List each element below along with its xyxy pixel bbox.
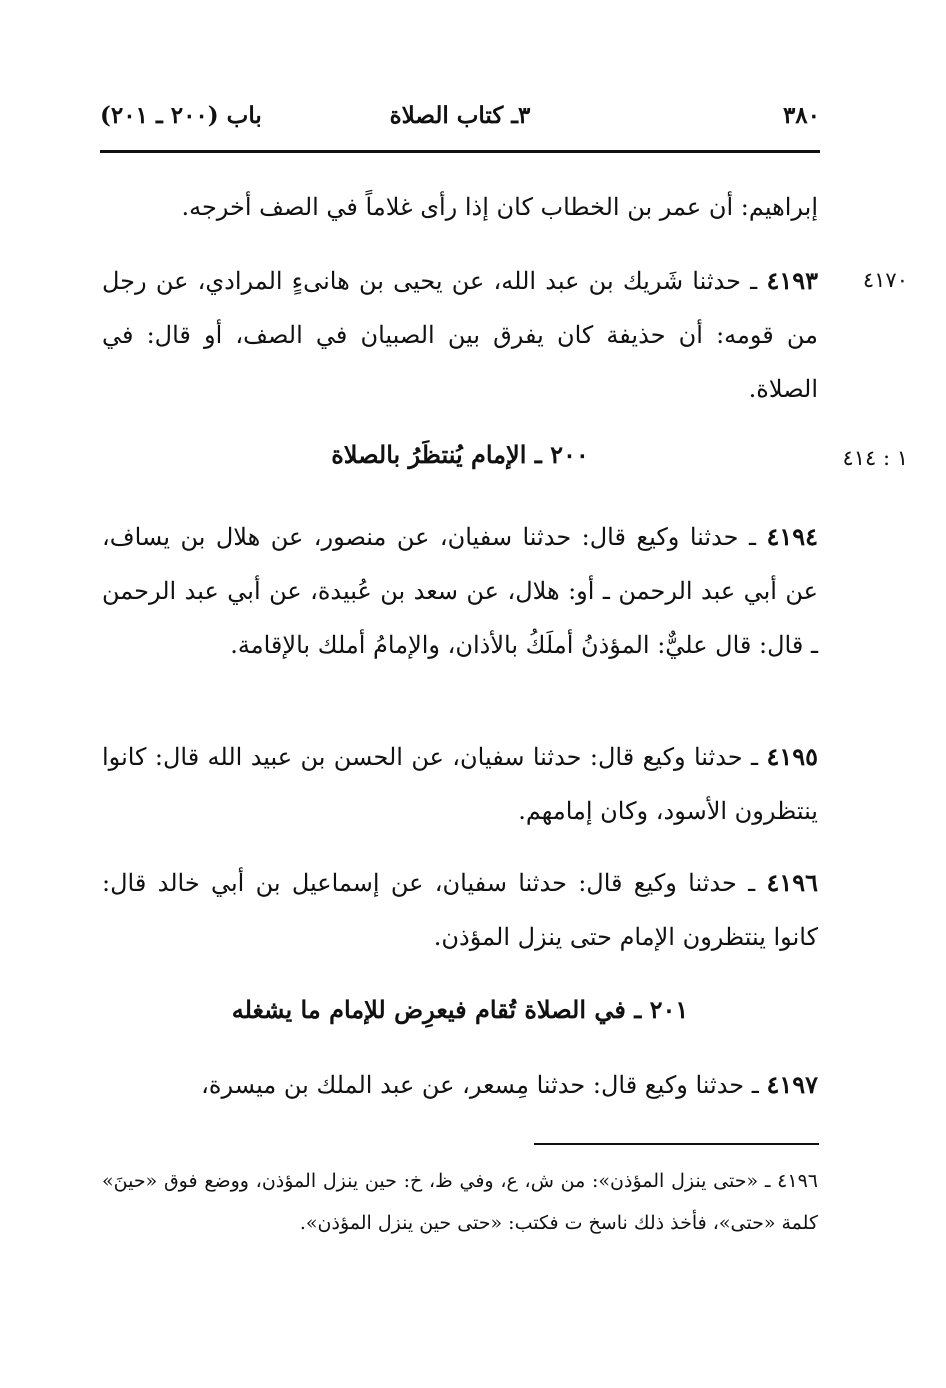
hadith-text: ـ حدثنا وكيع قال: حدثنا سفيان، عن الحسن بن عبيد الله قال: كانوا ينتظرون الأسود، وكان إمامهم. (102, 743, 818, 825)
chapter-range: باب (٢٠٠ ـ ٢٠١) (100, 102, 262, 129)
margin-note-414: ١ : ٤١٤ (842, 446, 908, 470)
hadith-number: ٤١٩٣ (766, 266, 818, 295)
hadith-text: ـ حدثنا وكيع قال: حدثنا سفيان، عن إسماعيل بن أبي خالد قال: كانوا ينتظرون الإمام حتى ينزل المؤذن. (102, 869, 818, 951)
footnote: ٤١٩٦ ـ «حتى ينزل المؤذن»: من ش، ع، وفي ظ، خ: حين ينزل المؤذن، ووضع فوق «حينَ» كلمة «حتى»، فأخذ ذلك ناسخ ت فكتب: «حتى حين ينزل المؤذن». (102, 1170, 818, 1234)
hadith-text: ـ حدثنا شَريك بن عبد الله، عن يحيى بن هانىءٍ المرادي، عن رجل من قومه: أن حذيفة كان يفرق بين الصبيان في الصف، أو قال: في الصلاة. (102, 267, 818, 403)
hadith-text: ـ حدثنا وكيع قال: حدثنا مِسعر، عن عبد الملك بن ميسرة، (201, 1071, 767, 1099)
hadith-number: ٤١٩٦ (766, 868, 818, 897)
hadith-4195 (102, 730, 818, 838)
hadith-number: ٤١٩٧ (766, 1070, 818, 1099)
hadith-number: ٤١٩٥ (766, 742, 818, 771)
footnote-rule (534, 1143, 819, 1145)
hadith-4194 (102, 510, 818, 672)
hadith-number: ٤١٩٤ (766, 522, 818, 551)
running-header (100, 102, 820, 142)
header-rule (100, 150, 820, 153)
hadith-4196 (102, 856, 818, 964)
margin-note-4170: ٤١٧٠ (862, 268, 908, 292)
section-heading-200: ٢٠٠ ـ الإمام يُنتظَرُ بالصلاة (331, 440, 589, 469)
intro-paragraph: إبراهيم: أن عمر بن الخطاب كان إذا رأى غلاماً في الصف أخرجه. (181, 193, 818, 221)
book-title: ٣ـ كتاب الصلاة (389, 102, 531, 129)
hadith-4193 (102, 254, 818, 416)
hadith-text: ـ حدثنا وكيع قال: حدثنا سفيان، عن منصور، عن هلال بن يساف، عن أبي عبد الرحمن ـ أو: هلال، عن سعد بن عُبيدة، عن أبي عبد الرحمن ـ قال: قال عليٌّ: المؤذنُ أملَكُ بالأذان، والإمامُ أملك بالإقامة. (102, 523, 818, 659)
page-number: ٣٨٠ (782, 102, 820, 129)
hadith-4197 (102, 1058, 818, 1112)
section-heading-201: ٢٠١ ـ في الصلاة تُقام فيعرِض للإمام ما يشغله (231, 995, 689, 1024)
